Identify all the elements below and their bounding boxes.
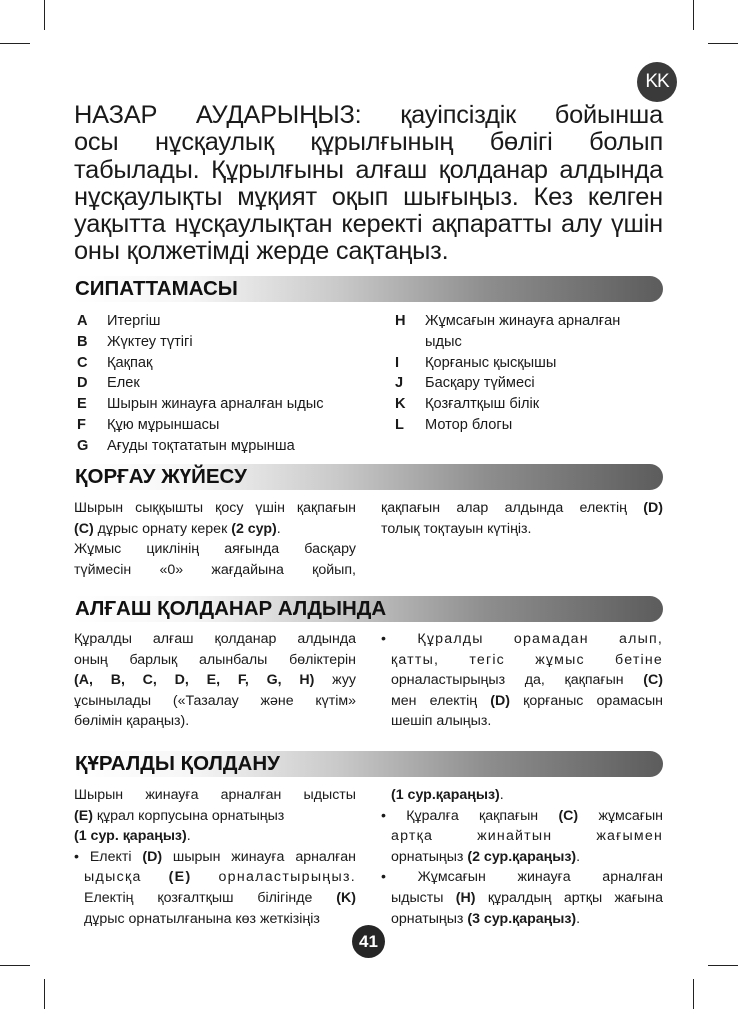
parts-list-right (395, 311, 675, 436)
list-item: A Итергіш (77, 313, 161, 329)
list-item: B Жүктеу түтігі (77, 333, 193, 350)
safety-warning (74, 102, 663, 266)
section-title: ҚОРҒАУ ЖҮЙЕСУ (75, 465, 247, 488)
page-number: 41 (352, 925, 385, 958)
warning-line: табылады. Құрылғыны алғаш қолданар алдында (74, 155, 663, 184)
list-item: H Жұмсағын жинауға арналған (395, 313, 621, 329)
crop-mark (44, 0, 45, 30)
section-header-usage (73, 751, 663, 777)
warning-line: НАЗАР АУДАРЫҢЫЗ: қауіпсіздік бойынша (74, 101, 663, 129)
list-item: I Қорғаныс қысқышы (395, 354, 557, 371)
language-badge: KK (637, 62, 677, 102)
warning-line: оны қолжетімді жерде сақтаңыз. (74, 237, 449, 266)
warning-line: уақытта нұсқаулықтан керекті ақпаратты алу үшін (74, 210, 663, 239)
warning-line: осы нұсқаулық құрылғының бөлігі болып (74, 128, 663, 157)
list-item: K Қозғалтқыш білік (395, 396, 540, 413)
parts-list-left (77, 311, 377, 457)
crop-mark (0, 965, 30, 966)
section-header-description (73, 276, 663, 302)
warning-line: нұсқаулықты мұқият оқып шығыңыз. Кез келген (74, 182, 663, 211)
list-item: E Шырын жинауға арналған ыдыс (77, 396, 324, 413)
first-use-left-column: Құралды алғаш қолданар алдында оның барлық алынбалы бөліктерін (A, B, C, D, E, F, G, H) жуу ұсынылады («Тазалау және күтім» бөлімін қараңыз). (74, 631, 357, 730)
list-item: C Қақпақ (77, 354, 153, 371)
protection-right-column: қақпағын алар алдында електің (D) толық тоқтауын күтіңіз. (381, 500, 663, 537)
section-header-protection (73, 464, 663, 490)
crop-mark (44, 979, 45, 1009)
crop-mark (693, 0, 694, 30)
list-item: L Мотор блогы (395, 416, 513, 433)
crop-mark (708, 965, 738, 966)
list-item: ыдыс (425, 333, 462, 350)
section-title: ҚҰРАЛДЫ ҚОЛДАНУ (75, 752, 280, 775)
first-use-right-column: • Құралды орамадан алып, қатты, тегіс жұмыс бетіне орналастырыңыз да, қақпағын (C) мен електің (D) қорғаныс орамасын шешіп алыңыз. (381, 631, 663, 730)
crop-mark (0, 43, 30, 44)
crop-mark (693, 979, 694, 1009)
protection-left-column: Шырын сыққышты қосу үшін қақпағын (C) дұрыс орнату керек (2 сур). Жұмыс циклінің аяғында басқару түймесін «0» жағдайына қойып, (74, 500, 356, 578)
list-item: J Басқару түймесі (395, 375, 535, 392)
section-title: СИПАТТАМАСЫ (75, 277, 238, 300)
list-item: D Елек (77, 375, 140, 392)
list-item: F Құю мұрыншасы (77, 416, 220, 433)
section-title: АЛҒАШ ҚОЛДАНАР АЛДЫНДА (75, 597, 387, 620)
usage-right-column: (1 сур.қараңыз). • Құралға қақпағын (C) жұмсағын артқа жинайтын жағымен орнатыңыз (2 сур.қараңыз). • Жұмсағын жинауға арналған ыдысты (H) құралдың артқы жағына орнатыңыз (3 сур.қараңыз). (381, 787, 663, 927)
list-item: G Ағуды тоқтататын мұрынша (77, 437, 295, 454)
section-header-before-first-use (73, 596, 663, 622)
crop-mark (708, 43, 738, 44)
usage-left-column: Шырын жинауға арналған ыдысты (E) құрал корпусына орнатыңыз (1 сур. қараңыз). • Електі (D) шырын жинауға арналған ыдысқа (E) орналастырыңыз. Електің қозғалтқыш білігінде (K) дұрыс орнатылғанына көз жеткізіңіз (74, 787, 356, 927)
